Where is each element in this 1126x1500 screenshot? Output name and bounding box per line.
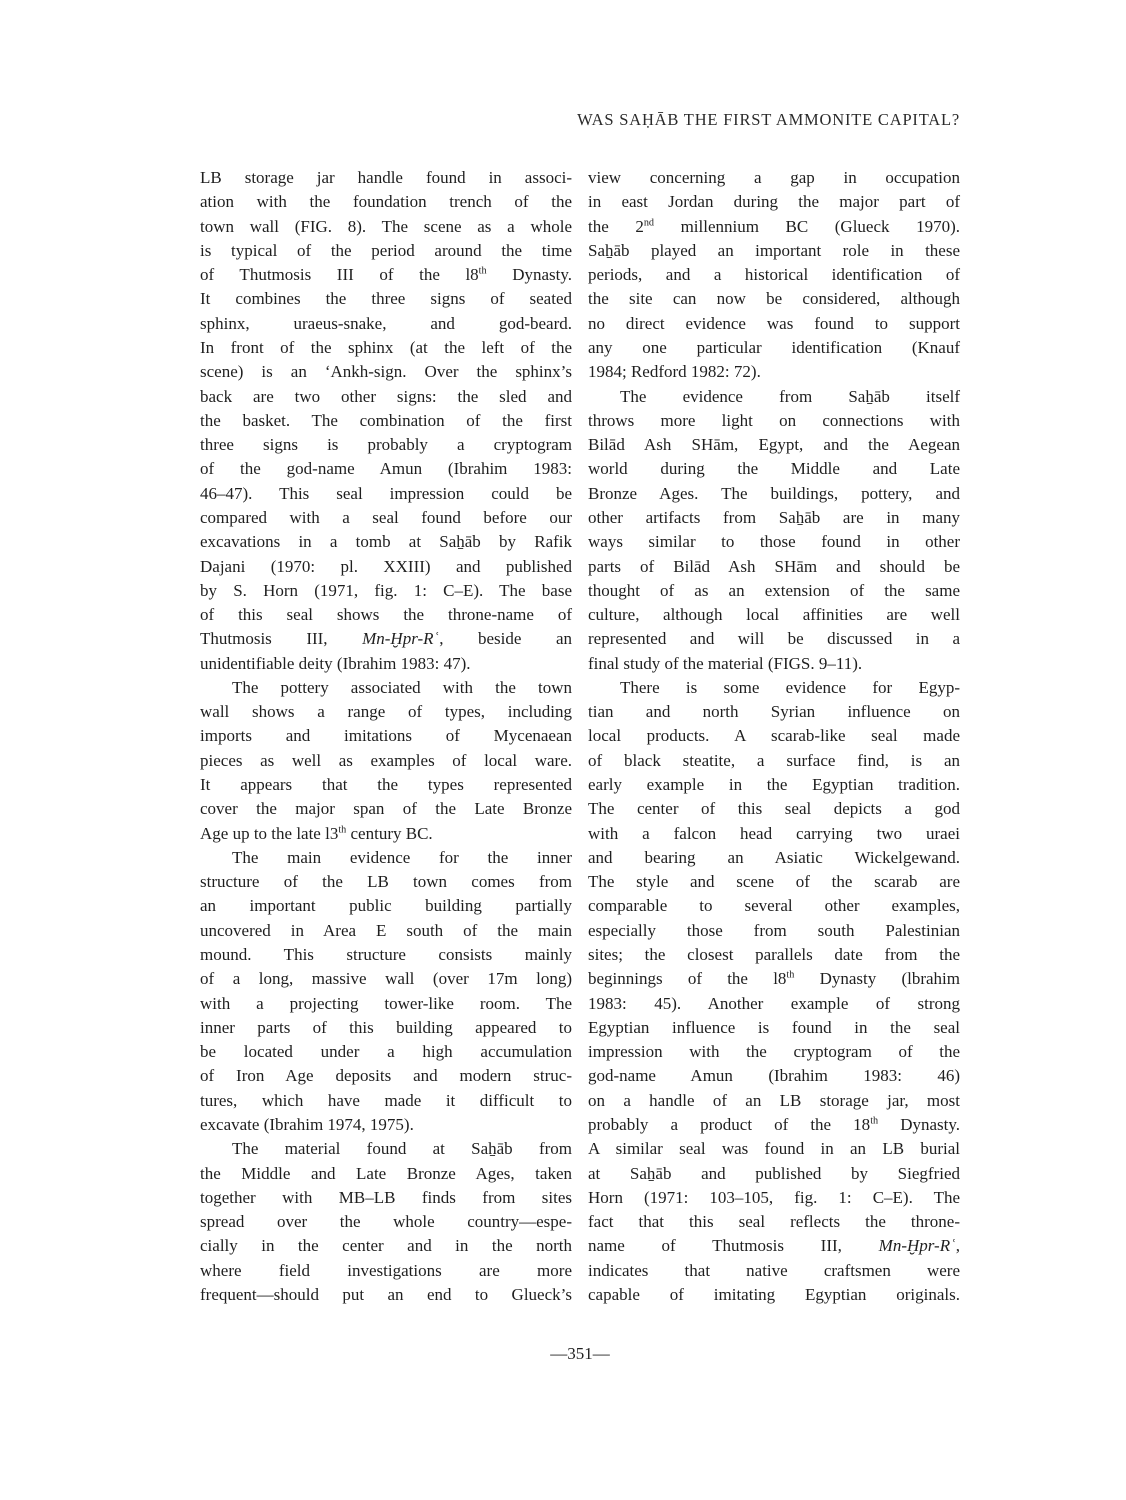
text-line: of a long, massive wall (over 17m long) <box>200 969 572 989</box>
text-line: tures, which have made it difficult to <box>200 1090 572 1110</box>
text-line: ation with the foundation trench of the <box>200 192 572 212</box>
text-line: excavations in a tomb at Saẖāb by Rafik <box>200 532 572 552</box>
text-line: town wall (FIG. 8). The scene as a whole <box>200 216 572 236</box>
text-line: of Iron Age deposits and modern struc- <box>200 1066 572 1086</box>
text-line: especially those from south Palestinian <box>588 920 960 940</box>
paragraph <box>588 676 960 1307</box>
paragraph <box>588 166 960 385</box>
text-line: of the god-name Amun (Ibrahim 1983: <box>200 459 572 479</box>
text-line: The main evidence for the inner <box>232 847 572 867</box>
text-line: local products. A scarab-like seal made <box>588 726 960 746</box>
text-line: sites; the closest parallels date from the <box>588 945 960 964</box>
text-line: The evidence from Saẖāb itself <box>620 386 960 406</box>
text-line: In front of the sphinx (at the left of the <box>200 337 572 357</box>
text-line: Dajani (1970: pl. XXIII) and published <box>200 556 572 576</box>
text-line: LB storage jar handle found in associ- <box>200 168 572 187</box>
text-line: The pottery associated with the town <box>232 677 572 697</box>
text-line: tian and north Syrian influence on <box>588 702 960 722</box>
text-line: spread over the whole country—espe- <box>200 1212 572 1232</box>
text-line: There is some evidence for Egyp- <box>620 677 960 697</box>
text-line: world during the Middle and Late <box>588 459 960 479</box>
text-line: The style and scene of the scarab are <box>588 872 960 892</box>
text-line: early example in the Egyptian tradition. <box>588 775 960 795</box>
text-line: periods, and a historical identification of <box>588 265 960 285</box>
text-line: excavate (Ibrahim 1974, 1975). <box>200 1114 414 1134</box>
text-line: where field investigations are more <box>200 1260 572 1280</box>
text-line: at Saẖāb and published by Siegfried <box>588 1163 960 1183</box>
text-line: probably a product of the 18th Dynasty. <box>588 1114 960 1134</box>
text-line: god-name Amun (Ibrahim 1983: 46) <box>588 1066 960 1086</box>
text-line: It combines the three signs of seated <box>200 289 572 309</box>
text-line: pieces as well as examples of local ware. <box>200 750 572 770</box>
text-line: parts of Bilād Ash SHām and should be <box>588 556 960 576</box>
text-line: in east Jordan during the major part of <box>588 192 960 212</box>
text-line: back are two other signs: the sled and <box>200 386 572 406</box>
text-line: It appears that the types represented <box>200 775 572 795</box>
text-line: the basket. The combination of the first <box>200 410 572 430</box>
text-line: capable of imitating Egyptian originals. <box>588 1284 960 1304</box>
text-line: imports and imitations of Mycenaean <box>200 726 572 746</box>
text-line: is typical of the period around the time <box>200 240 572 260</box>
text-line: other artifacts from Saẖāb are in many <box>588 507 960 527</box>
text-line: no direct evidence was found to support <box>588 313 960 333</box>
page-number: —351— <box>550 1344 610 1363</box>
paragraph <box>200 846 572 1137</box>
text-line: The center of this seal depicts a god <box>588 799 960 819</box>
text-line: compared with a seal found before our <box>200 507 572 527</box>
paragraph <box>588 385 960 676</box>
text-line: be located under a high accumulation <box>200 1042 572 1062</box>
text-line: fact that this seal reflects the throne- <box>588 1212 960 1232</box>
text-line: the site can now be considered, although <box>588 289 960 309</box>
text-line: scene) is an ‘Ankh-sign. Over the sphinx’s <box>200 362 572 382</box>
text-line: cover the major span of the Late Bronze <box>200 799 572 819</box>
text-line: beginnings of the l8th Dynasty (lbrahim <box>588 969 960 989</box>
text-line: any one particular identification (Knauf <box>588 337 960 357</box>
text-line: by S. Horn (1971, fig. 1: C–E). The base <box>200 580 572 600</box>
text-line: 46–47). This seal impression could be <box>200 483 572 503</box>
text-line: represented and will be discussed in a <box>588 629 960 649</box>
text-line: wall shows a range of types, including <box>200 702 572 722</box>
text-line: of black steatite, a surface find, is an <box>588 750 960 770</box>
text-line: Saẖāb played an important role in these <box>588 240 960 260</box>
text-block <box>200 166 960 1307</box>
text-line: sphinx, uraeus-snake, and god-beard. <box>200 313 572 333</box>
text-line: with a falcon head carrying two uraei <box>588 823 960 843</box>
text-line: of this seal shows the throne-name of <box>200 605 572 625</box>
text-line: The material found at Saẖāb from <box>232 1139 572 1159</box>
text-line: together with MB–LB finds from sites <box>200 1187 572 1207</box>
text-line: 1984; Redford 1982: 72). <box>588 362 761 382</box>
text-line: comparable to several other examples, <box>588 896 960 916</box>
text-line: indicates that native craftsmen were <box>588 1260 960 1280</box>
text-line: 1983: 45). Another example of strong <box>588 993 960 1013</box>
paragraph <box>200 676 572 846</box>
text-line: mound. This structure consists mainly <box>200 945 572 964</box>
text-line: uncovered in Area E south of the main <box>200 920 572 940</box>
text-line: name of Thutmosis III, Mn-Ḫpr-Rʿ, <box>588 1236 960 1256</box>
text-column-left <box>200 166 572 1307</box>
running-head-title: WAS SAḤĀB THE FIRST AMMONITE CAPITAL? <box>577 110 960 129</box>
text-line: Age up to the late l3th century BC. <box>200 823 433 843</box>
text-line: Bronze Ages. The buildings, pottery, and <box>588 483 960 503</box>
text-line: the Middle and Late Bronze Ages, taken <box>200 1163 572 1183</box>
text-line: final study of the material (FIGS. 9–11). <box>588 653 863 673</box>
text-line: Thutmosis III, Mn-Ḫpr-Rʿ, beside an <box>200 629 572 649</box>
text-line: on a handle of an LB storage jar, most <box>588 1090 960 1110</box>
text-line: thought of as an extension of the same <box>588 580 960 600</box>
text-line: Bilād Ash SHām, Egypt, and the Aegean <box>588 435 960 455</box>
text-line: an important public building partially <box>200 896 572 916</box>
text-line: view concerning a gap in occupation <box>588 168 960 187</box>
text-line: culture, although local affinities are well <box>588 605 960 625</box>
text-line: impression with the cryptogram of the <box>588 1042 960 1062</box>
text-line: Horn (1971: 103–105, fig. 1: C–E). The <box>588 1187 960 1207</box>
paragraph <box>200 1137 572 1307</box>
text-line: of Thutmosis III of the l8th Dynasty. <box>200 265 572 285</box>
text-line: Egyptian influence is found in the seal <box>588 1017 960 1037</box>
text-line: the 2nd millennium BC (Glueck 1970). <box>588 216 960 236</box>
text-line: A similar seal was found in an LB burial <box>588 1139 960 1159</box>
paragraph <box>200 166 572 676</box>
text-column-right <box>588 166 960 1307</box>
text-line: with a projecting tower-like room. The <box>200 993 572 1013</box>
text-line: unidentifiable deity (Ibrahim 1983: 47). <box>200 653 471 673</box>
text-line: ways similar to those found in other <box>588 532 960 552</box>
text-line: throws more light on connections with <box>588 410 960 430</box>
text-line: and bearing an Asiatic Wickelgewand. <box>588 847 960 867</box>
text-line: frequent—should put an end to Glueck’s <box>200 1284 572 1304</box>
text-line: structure of the LB town comes from <box>200 872 572 892</box>
text-line: three signs is probably a cryptogram <box>200 435 572 455</box>
text-line: inner parts of this building appeared to <box>200 1017 572 1037</box>
text-line: cially in the center and in the north <box>200 1236 572 1256</box>
